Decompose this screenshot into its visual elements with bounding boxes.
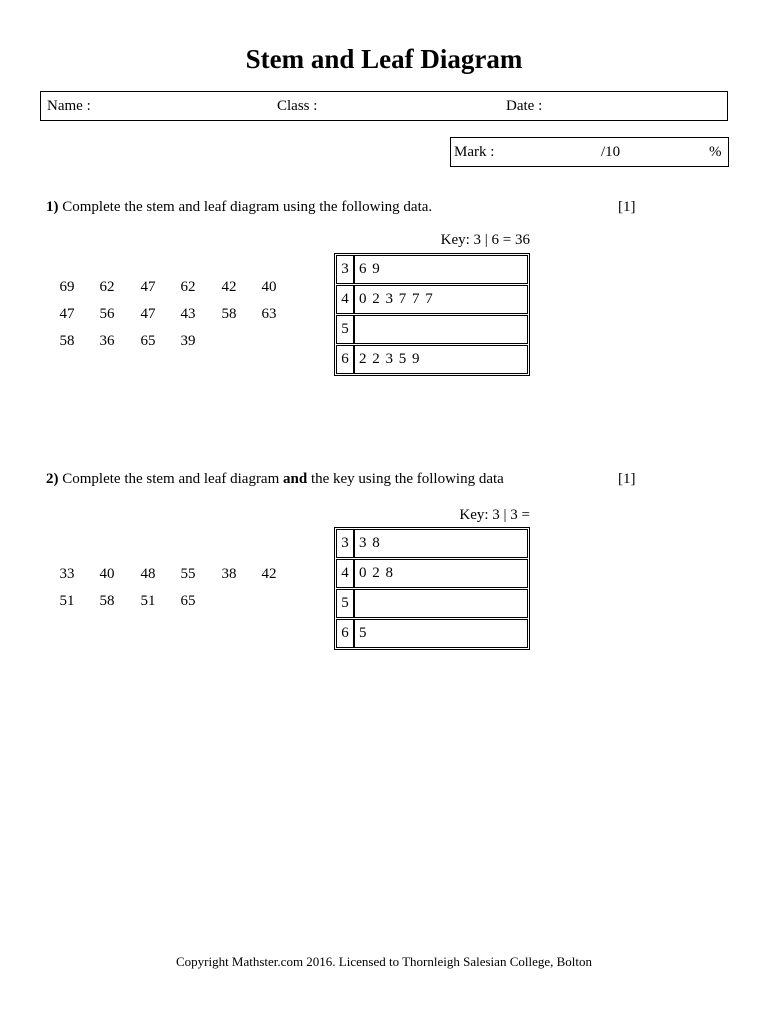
mark-out-of: /10: [601, 144, 621, 160]
data-value: 33: [59, 566, 75, 582]
data-value: 43: [180, 306, 196, 322]
data-value: 62: [180, 279, 196, 295]
stem-cell: 6: [336, 345, 354, 374]
leaf-cell: 0 2 8: [354, 559, 528, 588]
stem-cell: 4: [336, 559, 354, 588]
data-value: 42: [221, 279, 237, 295]
data-value: 56: [99, 306, 115, 322]
mark-label: Mark :: [454, 144, 495, 160]
student-info-box: [40, 91, 728, 121]
leaf-cell: 0 2 3 7 7 7: [354, 285, 528, 314]
data-value: 62: [99, 279, 115, 295]
data-value: 51: [59, 593, 75, 609]
question-1-marks: [1]: [618, 199, 636, 215]
question-2-text: [46, 471, 646, 488]
data-value: 36: [99, 333, 115, 349]
question-2-key[interactable]: Key: 3 | 3 =: [459, 507, 530, 523]
leaf-cell: 6 9: [354, 255, 528, 284]
stem-cell: 5: [336, 589, 354, 618]
question-1-text: [46, 199, 646, 216]
data-value: 58: [99, 593, 115, 609]
data-value: 48: [140, 566, 156, 582]
leaf-cell: 3 8: [354, 529, 528, 558]
data-value: 58: [59, 333, 75, 349]
leaf-cell: 5: [354, 619, 528, 648]
mark-percent: %: [709, 144, 722, 160]
stem-cell: 4: [336, 285, 354, 314]
data-value: 47: [140, 306, 156, 322]
leaf-cell: 2 2 3 5 9: [354, 345, 528, 374]
stem-leaf-row: [336, 315, 528, 344]
data-value: 51: [140, 593, 156, 609]
stem-leaf-row: [336, 345, 528, 374]
data-value: 39: [180, 333, 196, 349]
leaf-cell[interactable]: [354, 315, 528, 344]
data-value: 38: [221, 566, 237, 582]
data-value: 47: [59, 306, 75, 322]
question-1-key: Key: 3 | 6 = 36: [440, 232, 530, 248]
page-title: Stem and Leaf Diagram: [245, 44, 523, 74]
stem-leaf-row: [336, 529, 528, 558]
stem-leaf-row: [336, 619, 528, 648]
question-2-prompt-start: Complete the stem and leaf diagram: [62, 471, 280, 487]
data-value: 47: [140, 279, 156, 295]
data-value: 40: [261, 279, 277, 295]
stem-leaf-row: [336, 255, 528, 284]
stem-cell: 6: [336, 619, 354, 648]
stem-cell: 3: [336, 255, 354, 284]
data-value: 63: [261, 306, 277, 322]
question-2-stem-leaf-table: [334, 527, 530, 650]
copyright-footer: Copyright Mathster.com 2016. Licensed to Thornleigh Salesian College, Bolton: [175, 954, 593, 969]
stem-leaf-row: [336, 589, 528, 618]
class-label: Class :: [277, 98, 318, 114]
date-label: Date :: [506, 98, 543, 114]
stem-cell: 3: [336, 529, 354, 558]
stem-cell: 5: [336, 315, 354, 344]
data-value: 65: [140, 333, 156, 349]
question-2-number: 2): [46, 471, 59, 487]
data-value: 65: [180, 593, 196, 609]
stem-leaf-row: [336, 559, 528, 588]
leaf-cell[interactable]: [354, 589, 528, 618]
data-value: 40: [99, 566, 115, 582]
stem-leaf-row: [336, 285, 528, 314]
data-value: 58: [221, 306, 237, 322]
question-1-stem-leaf-table: [334, 253, 530, 376]
data-value: 42: [261, 566, 277, 582]
mark-box: [450, 137, 729, 167]
data-value: 55: [180, 566, 196, 582]
question-1-number: 1): [46, 199, 59, 215]
data-value: 69: [59, 279, 75, 295]
question-1-prompt: Complete the stem and leaf diagram using the following data.: [62, 199, 433, 215]
question-2-marks: [1]: [618, 471, 636, 487]
question-2-prompt-bold: and: [283, 471, 308, 487]
question-2-prompt-end: the key using the following data: [310, 471, 504, 487]
name-label: Name :: [47, 98, 91, 114]
